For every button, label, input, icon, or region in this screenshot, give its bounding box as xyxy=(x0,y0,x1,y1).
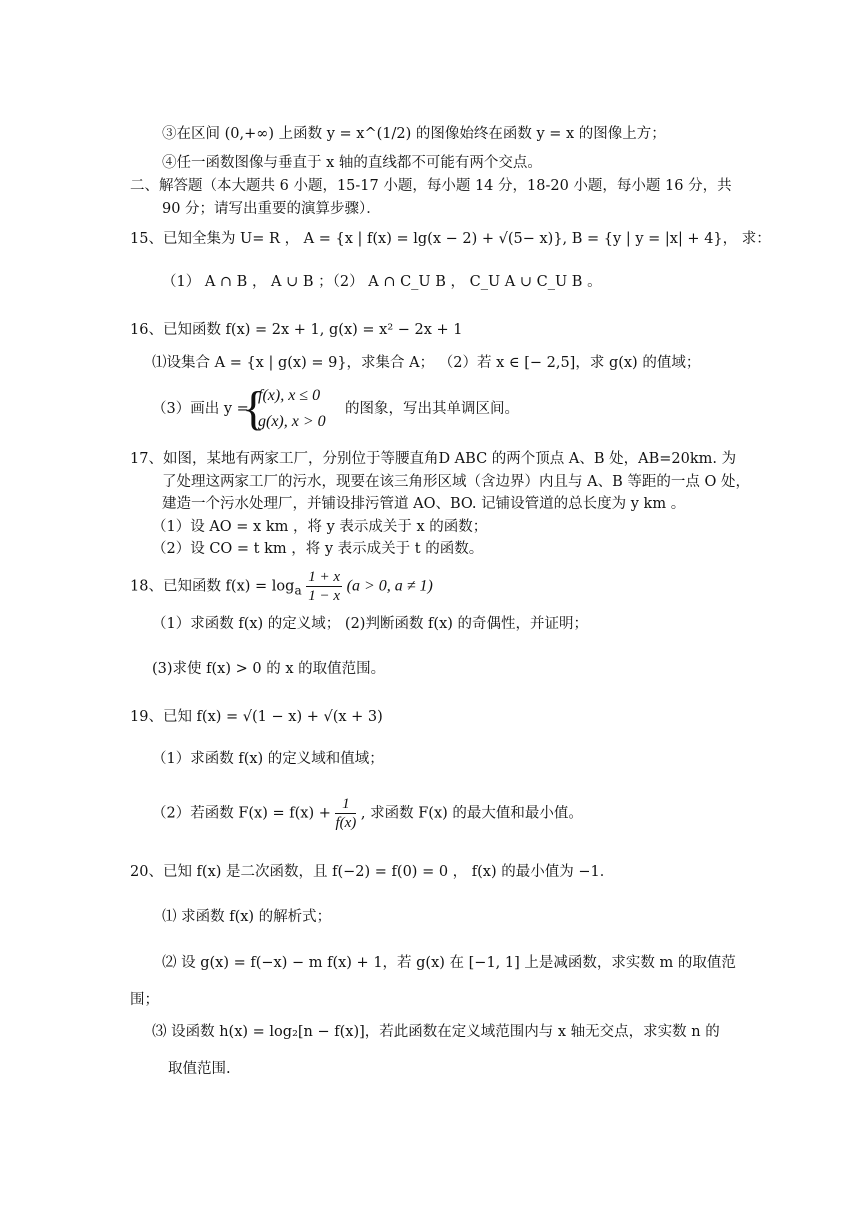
problem-19-part-2-tail: , 求函数 F(x) 的最大值和最小值。 xyxy=(360,805,583,822)
problem-15: 15、已知全集为 U= R ， A = {x | f(x) = lg(x − 2) + √(5− x)}, B = {y | y = |x| + 4}， 求： xyxy=(130,231,771,247)
problem-14-item-3: ③在区间 (0,+∞) 上函数 y = x^(1/2) 的图像始终在函数 y = x 的图像上方； xyxy=(162,126,666,142)
problem-18-part-3: (3)求使 f(x) > 0 的 x 的取值范围。 xyxy=(152,661,386,677)
piecewise-case-bottom: g(x), x > 0 xyxy=(258,413,326,430)
section-2-heading-line2: 90 分；请写出重要的演算步骤）． xyxy=(162,201,381,217)
problem-20-part-3-cont: 取值范围. xyxy=(168,1061,231,1077)
piecewise-brace: { xyxy=(242,382,266,435)
problem-19: 19、已知 f(x) = √(1 − x) + √(x + 3) xyxy=(130,709,383,725)
problem-20: 20、已知 f(x) 是二次函数，且 f(−2) = f(0) = 0 ， f(x) 的最小值为 −1． xyxy=(130,864,615,880)
problem-20-part-2: ⑵ 设 g(x) = f(−x) − m f(x) + 1，若 g(x) 在 [−1, 1] 上是减函数，求实数 m 的取值范 xyxy=(162,955,736,971)
problem-18-condition: (a > 0, a ≠ 1) xyxy=(346,577,433,595)
problem-20-part-1: ⑴ 求函数 f(x) 的解析式； xyxy=(162,909,332,925)
section-2-heading-line1: 二、解答题（本大题共 6 小题，15-17 小题，每小题 14 分，18-20 小题，每小题 16 分，共 xyxy=(130,178,732,194)
problem-15-subquestions: （1） A ∩ B ， A ∪ B ；（2） A ∩ C_U B ， C_U A ∪ C_U B 。 xyxy=(162,274,602,290)
problem-16: 16、已知函数 f(x) = 2x + 1, g(x) = x² − 2x + 1 xyxy=(130,322,463,338)
problem-18-fraction xyxy=(306,568,342,605)
problem-17-line2: 了处理这两家工厂的污水，现要在该三角形区域（含边界）内且与 A、B 等距的一点 O 处， xyxy=(162,474,750,490)
problem-19-part-1: （1）求函数 f(x) 的定义域和值域； xyxy=(152,751,384,767)
fraction-denominator: f(x) xyxy=(335,815,357,831)
problem-20-part-3: ⑶ 设函数 h(x) = log₂[n − f(x)]，若此函数在定义域范围内与 x 轴无交点，求实数 n 的 xyxy=(152,1024,720,1040)
fraction-numerator: 1 xyxy=(335,795,356,814)
problem-17-line3: 建造一个污水处理厂，并铺设排污管道 AO、BO. 记铺设管道的总长度为 y km 。 xyxy=(162,496,686,512)
problem-17-part-1: （1）设 AO = x km ，将 y 表示成关于 x 的函数； xyxy=(152,519,488,535)
problem-20-part-2-cont: 围； xyxy=(130,992,159,1008)
problem-18-part-1-2: （1）求函数 f(x) 的定义域； (2)判断函数 f(x) 的奇偶性，并证明； xyxy=(152,616,589,632)
log-base: a xyxy=(294,583,302,598)
problem-16-part-1-2: ⑴设集合 A = {x | g(x) = 9}，求集合 A； （2）若 x ∈ [− 2,5]，求 g(x) 的值域； xyxy=(152,355,701,371)
problem-18-lead: 18、已知函数 f(x) = log xyxy=(130,578,295,595)
problem-17-line1: 17、如图，某地有两家工厂，分别位于等腰直角D ABC 的两个顶点 A、B 处，AB=20km. 为 xyxy=(130,451,737,467)
piecewise-case-top: f(x), x ≤ 0 xyxy=(258,387,321,404)
problem-18 xyxy=(130,568,433,605)
problem-19-part-2 xyxy=(152,795,583,832)
problem-16-part-3-lead: （3）画出 y = xyxy=(152,401,249,417)
fraction-denominator: 1 − x xyxy=(308,588,341,604)
fraction-numerator: 1 + x xyxy=(308,569,341,585)
problem-17-part-2: （2）设 CO = t km ，将 y 表示成关于 t 的函数。 xyxy=(152,541,484,557)
problem-16-part-3-tail: 的图象，写出其单调区间。 xyxy=(345,401,519,417)
problem-19-part-2-lead: （2）若函数 F(x) = f(x) + xyxy=(152,805,331,822)
problem-14-item-4: ④任一函数图像与垂直于 x 轴的直线都不可能有两个交点。 xyxy=(162,155,542,171)
problem-19-fraction xyxy=(335,795,356,832)
